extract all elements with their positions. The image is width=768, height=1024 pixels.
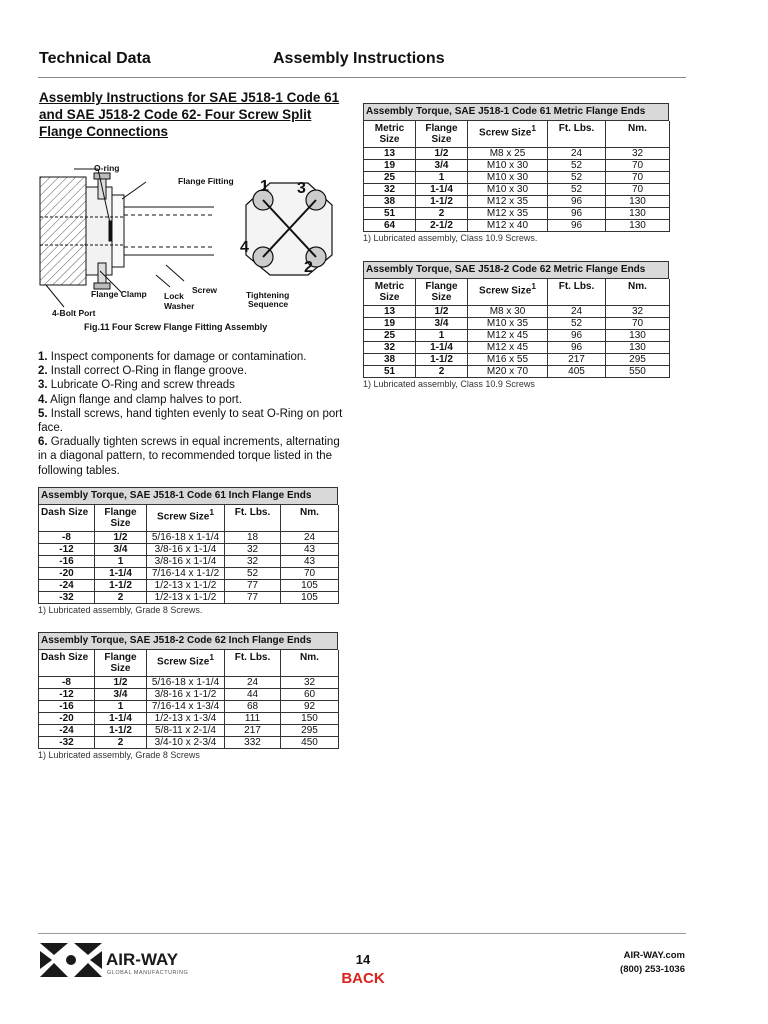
table-cell: 70 (281, 568, 339, 580)
footnote-marker: 1 (209, 507, 214, 517)
figure-label-sequence: Sequence (248, 299, 289, 309)
table-cell: 24 (548, 148, 606, 160)
table-row (39, 701, 339, 713)
table-cell: 2 (416, 366, 468, 378)
table-cell: 3/4 (416, 160, 468, 172)
table-cell: 3/4 (95, 689, 147, 701)
table-header-row (364, 121, 670, 148)
table-cell: M10 x 35 (468, 318, 548, 330)
table-row (364, 208, 670, 220)
table-row (364, 220, 670, 232)
table-cell: 70 (606, 184, 670, 196)
header-dash-size: Dash Size (39, 505, 95, 532)
step-text: Install correct O-Ring in flange groove. (47, 365, 248, 378)
logo-mark-icon (40, 943, 102, 977)
table-cell: 96 (548, 196, 606, 208)
table-cell: 1/2-13 x 1-3/4 (147, 713, 225, 725)
flange-cross-section-drawing (40, 169, 214, 307)
step-number: 3. (38, 379, 48, 392)
table-cell: 32 (225, 544, 281, 556)
table-cell: 1-1/2 (416, 354, 468, 366)
table-cell: -32 (39, 737, 95, 749)
table-cell: 450 (281, 737, 339, 749)
table-cell: 51 (364, 208, 416, 220)
table-cell: 52 (548, 172, 606, 184)
step-text: Gradually tighten screws in equal increments, alternating in a diagonal pattern, to recommended torque listed in the following tables. (38, 436, 340, 477)
table-cell: 1-1/4 (416, 184, 468, 196)
header-screw-size (147, 650, 225, 677)
table-cell: 24 (225, 677, 281, 689)
table-cell: 7/16-14 x 1-3/4 (147, 701, 225, 713)
step-item (38, 435, 346, 478)
table-cell: 68 (225, 701, 281, 713)
page-number: 14 (355, 952, 371, 967)
assembly-steps (38, 350, 346, 478)
table-row (364, 160, 670, 172)
table-cell: 19 (364, 160, 416, 172)
table-footnote: 1) Lubricated assembly, Class 10.9 Screws (363, 379, 535, 389)
table-row (39, 568, 339, 580)
table-cell: 70 (606, 318, 670, 330)
back-link[interactable]: BACK (341, 970, 385, 987)
footer-divider (38, 933, 686, 934)
table-cell: 51 (364, 366, 416, 378)
table-cell: M8 x 30 (468, 306, 548, 318)
table-cell: 24 (548, 306, 606, 318)
figure-label-oring: O-ring (94, 163, 120, 173)
table-row (364, 148, 670, 160)
header-dash-size: Dash Size (39, 650, 95, 677)
table-footnote: 1) Lubricated assembly, Grade 8 Screws (38, 750, 200, 760)
table-cell: 2 (95, 737, 147, 749)
table-row (39, 725, 339, 737)
table-cell: 96 (548, 342, 606, 354)
table-cell: 150 (281, 713, 339, 725)
table-row (364, 196, 670, 208)
figure-label-flange-fitting: Flange Fitting (178, 176, 234, 186)
table-row (39, 713, 339, 725)
header-ft-lbs: Ft. Lbs. (548, 121, 606, 148)
table-cell: 52 (548, 184, 606, 196)
header-label: Screw Size (479, 127, 532, 139)
sequence-number-3: 3 (297, 180, 306, 197)
header-screw-size (468, 121, 548, 148)
figure-label-bolt-port: 4-Bolt Port (52, 308, 96, 318)
table-cell: 24 (281, 532, 339, 544)
table-cell: 1-1/4 (95, 713, 147, 725)
table-cell: -8 (39, 532, 95, 544)
table-cell: 52 (548, 160, 606, 172)
section-title: Assembly Instructions for SAE J518-1 Code 61 and SAE J518-2 Code 62- Four Screw Split Flange Connections (39, 90, 340, 139)
table-cell: 92 (281, 701, 339, 713)
contact-phone: (800) 253-1036 (620, 964, 685, 975)
figure-label-tightening: Tightening (246, 290, 290, 300)
table-code61-inch (38, 487, 338, 616)
table-header-row (39, 505, 339, 532)
step-item (38, 393, 346, 407)
table-cell: 64 (364, 220, 416, 232)
header-nm: Nm. (281, 505, 339, 532)
table-row (364, 172, 670, 184)
table-code62-inch (38, 632, 338, 761)
sequence-number-2: 2 (304, 259, 313, 276)
table-cell: 1 (416, 330, 468, 342)
table-cell: 77 (225, 592, 281, 604)
table-row (39, 677, 339, 689)
table-cell: 25 (364, 172, 416, 184)
torque-table (363, 121, 670, 232)
table-cell: 5/8-11 x 2-1/4 (147, 725, 225, 737)
step-text: Lubricate O-Ring and screw threads (47, 379, 235, 392)
table-cell: 1-1/2 (95, 725, 147, 737)
table-cell: -32 (39, 592, 95, 604)
table-cell: -16 (39, 556, 95, 568)
step-text: Inspect components for damage or contamination. (47, 351, 307, 363)
table-cell: 217 (225, 725, 281, 737)
table-cell: 2 (416, 208, 468, 220)
table-cell: 2-1/2 (416, 220, 468, 232)
table-cell: 217 (548, 354, 606, 366)
table-cell: 130 (606, 330, 670, 342)
header-nm: Nm. (606, 279, 670, 306)
table-cell: 3/8-16 x 1-1/4 (147, 544, 225, 556)
table-cell: -20 (39, 568, 95, 580)
table-row (364, 306, 670, 318)
footnote-marker: 1 (531, 281, 536, 291)
table-cell: 130 (606, 220, 670, 232)
table-row (39, 580, 339, 592)
table-row (39, 592, 339, 604)
step-number: 1. (38, 351, 48, 363)
figure-caption: Fig.11 Four Screw Flange Fitting Assembly (84, 322, 268, 332)
sequence-number-1: 1 (260, 178, 269, 195)
header-flange-size: Flange Size (95, 650, 147, 677)
table-cell: 130 (606, 196, 670, 208)
table-cell: 295 (281, 725, 339, 737)
table-cell: 1-1/2 (416, 196, 468, 208)
step-item (38, 364, 346, 378)
header-flange-size: Flange Size (95, 505, 147, 532)
table-cell: 13 (364, 148, 416, 160)
table-cell: 105 (281, 592, 339, 604)
table-cell: 3/4 (95, 544, 147, 556)
table-title: Assembly Torque, SAE J518-1 Code 61 Metric Flange Ends (363, 103, 669, 121)
table-row (364, 318, 670, 330)
table-cell: 60 (281, 689, 339, 701)
header-label: Screw Size (157, 656, 210, 668)
logo-wordmark: AIR-WAY (106, 950, 179, 969)
table-cell: M12 x 35 (468, 208, 548, 220)
header-flange-size: Flange Size (416, 279, 468, 306)
step-item (38, 378, 346, 392)
table-footnote: 1) Lubricated assembly, Class 10.9 Screws. (363, 233, 538, 243)
table-row (364, 184, 670, 196)
tightening-sequence-drawing (246, 183, 332, 275)
table-cell: -12 (39, 689, 95, 701)
table-cell: 44 (225, 689, 281, 701)
table-cell: 32 (364, 184, 416, 196)
table-cell: 2 (95, 592, 147, 604)
table-cell: 1 (95, 556, 147, 568)
table-cell: 96 (548, 208, 606, 220)
figure-label-washer: Washer (164, 301, 195, 311)
header-metric-size: Metric Size (364, 279, 416, 306)
table-title: Assembly Torque, SAE J518-2 Code 62 Inch Flange Ends (38, 632, 338, 650)
table-row (364, 330, 670, 342)
table-cell: 32 (606, 306, 670, 318)
table-cell: M12 x 35 (468, 196, 548, 208)
sequence-number-4: 4 (240, 239, 249, 256)
table-header-row (39, 650, 339, 677)
table-cell: 70 (606, 172, 670, 184)
table-cell: 105 (281, 580, 339, 592)
table-cell: 405 (548, 366, 606, 378)
table-cell: 5/16-18 x 1-1/4 (147, 532, 225, 544)
footnote-marker: 1 (531, 123, 536, 133)
table-cell: 1/2 (416, 306, 468, 318)
table-code62-metric (363, 261, 669, 390)
table-cell: 96 (548, 330, 606, 342)
header-divider (38, 77, 686, 78)
table-cell: 19 (364, 318, 416, 330)
table-cell: M10 x 30 (468, 160, 548, 172)
table-cell: 1 (95, 701, 147, 713)
table-cell: 3/4-10 x 2-3/4 (147, 737, 225, 749)
table-cell: M10 x 30 (468, 172, 548, 184)
table-row (39, 532, 339, 544)
step-number: 2. (38, 365, 48, 378)
header-metric-size: Metric Size (364, 121, 416, 148)
table-cell: 77 (225, 580, 281, 592)
table-title: Assembly Torque, SAE J518-2 Code 62 Metric Flange Ends (363, 261, 669, 279)
table-cell: 70 (606, 160, 670, 172)
header-screw-size (147, 505, 225, 532)
table-cell: 52 (225, 568, 281, 580)
table-cell: M12 x 45 (468, 342, 548, 354)
header-screw-size (468, 279, 548, 306)
table-cell: 1/2 (416, 148, 468, 160)
table-cell: 25 (364, 330, 416, 342)
table-cell: M16 x 55 (468, 354, 548, 366)
step-text: Install screws, hand tighten evenly to seat O-Ring on port face. (38, 407, 343, 435)
table-cell: 1/2 (95, 532, 147, 544)
table-code61-metric (363, 103, 669, 244)
header-nm: Nm. (281, 650, 339, 677)
logo-tagline: GLOBAL MANUFACTURING (107, 970, 189, 976)
table-cell: 3/4 (416, 318, 468, 330)
table-cell: 32 (225, 556, 281, 568)
table-cell: 130 (606, 342, 670, 354)
figure-label-screw: Screw (192, 285, 218, 295)
header-ft-lbs: Ft. Lbs. (225, 505, 281, 532)
table-cell: 32 (364, 342, 416, 354)
figure-label-flange-clamp: Flange Clamp (91, 289, 147, 299)
step-number: 4. (38, 393, 48, 406)
step-text: Align flange and clamp halves to port. (47, 393, 242, 406)
table-cell: -24 (39, 725, 95, 737)
step-item (38, 350, 346, 364)
table-cell: 3/8-16 x 1-1/4 (147, 556, 225, 568)
header-flange-size: Flange Size (416, 121, 468, 148)
table-row (39, 556, 339, 568)
torque-table (363, 279, 670, 378)
header-label: Screw Size (479, 285, 532, 297)
table-cell: 3/8-16 x 1-1/2 (147, 689, 225, 701)
header-ft-lbs: Ft. Lbs. (548, 279, 606, 306)
table-cell: 295 (606, 354, 670, 366)
table-cell: M8 x 25 (468, 148, 548, 160)
flange-assembly-figure (38, 155, 338, 323)
table-cell: -16 (39, 701, 95, 713)
table-cell: 5/16-18 x 1-1/4 (147, 677, 225, 689)
table-cell: 96 (548, 220, 606, 232)
header-label: Screw Size (157, 511, 210, 523)
table-cell: M10 x 30 (468, 184, 548, 196)
table-row (39, 689, 339, 701)
table-row (364, 366, 670, 378)
table-cell: 1/2-13 x 1-1/2 (147, 592, 225, 604)
header-ft-lbs: Ft. Lbs. (225, 650, 281, 677)
table-cell: 1-1/2 (95, 580, 147, 592)
table-cell: 38 (364, 354, 416, 366)
step-number: 6. (38, 436, 48, 449)
table-cell: 18 (225, 532, 281, 544)
table-cell: 43 (281, 544, 339, 556)
footnote-marker: 1 (209, 652, 214, 662)
table-cell: -12 (39, 544, 95, 556)
table-cell: 1-1/4 (416, 342, 468, 354)
table-cell: -24 (39, 580, 95, 592)
table-cell: M20 x 70 (468, 366, 548, 378)
table-row (364, 354, 670, 366)
header-right-title: Assembly Instructions (273, 50, 445, 67)
table-cell: -20 (39, 713, 95, 725)
contact-website: AIR-WAY.com (623, 950, 685, 961)
table-cell: M12 x 40 (468, 220, 548, 232)
torque-table (38, 650, 339, 749)
step-item (38, 407, 346, 435)
table-title: Assembly Torque, SAE J518-1 Code 61 Inch Flange Ends (38, 487, 338, 505)
table-cell: 38 (364, 196, 416, 208)
table-cell: 1 (416, 172, 468, 184)
step-number: 5. (38, 407, 48, 420)
header-left-title: Technical Data (39, 50, 151, 67)
table-cell: 32 (606, 148, 670, 160)
table-cell: 332 (225, 737, 281, 749)
table-cell: -8 (39, 677, 95, 689)
table-cell: 1/2 (95, 677, 147, 689)
air-way-logo (38, 941, 198, 979)
table-cell: 32 (281, 677, 339, 689)
table-cell: M12 x 45 (468, 330, 548, 342)
table-cell: 43 (281, 556, 339, 568)
table-header-row (364, 279, 670, 306)
table-cell: 130 (606, 208, 670, 220)
table-cell: 13 (364, 306, 416, 318)
table-cell: 550 (606, 366, 670, 378)
table-cell: 52 (548, 318, 606, 330)
table-cell: 111 (225, 713, 281, 725)
table-row (364, 342, 670, 354)
figure-label-lock: Lock (164, 291, 184, 301)
table-cell: 7/16-14 x 1-1/2 (147, 568, 225, 580)
header-nm: Nm. (606, 121, 670, 148)
table-row (39, 737, 339, 749)
table-footnote: 1) Lubricated assembly, Grade 8 Screws. (38, 605, 203, 615)
table-cell: 1-1/4 (95, 568, 147, 580)
table-cell: 1/2-13 x 1-1/2 (147, 580, 225, 592)
table-row (39, 544, 339, 556)
torque-table (38, 505, 339, 604)
